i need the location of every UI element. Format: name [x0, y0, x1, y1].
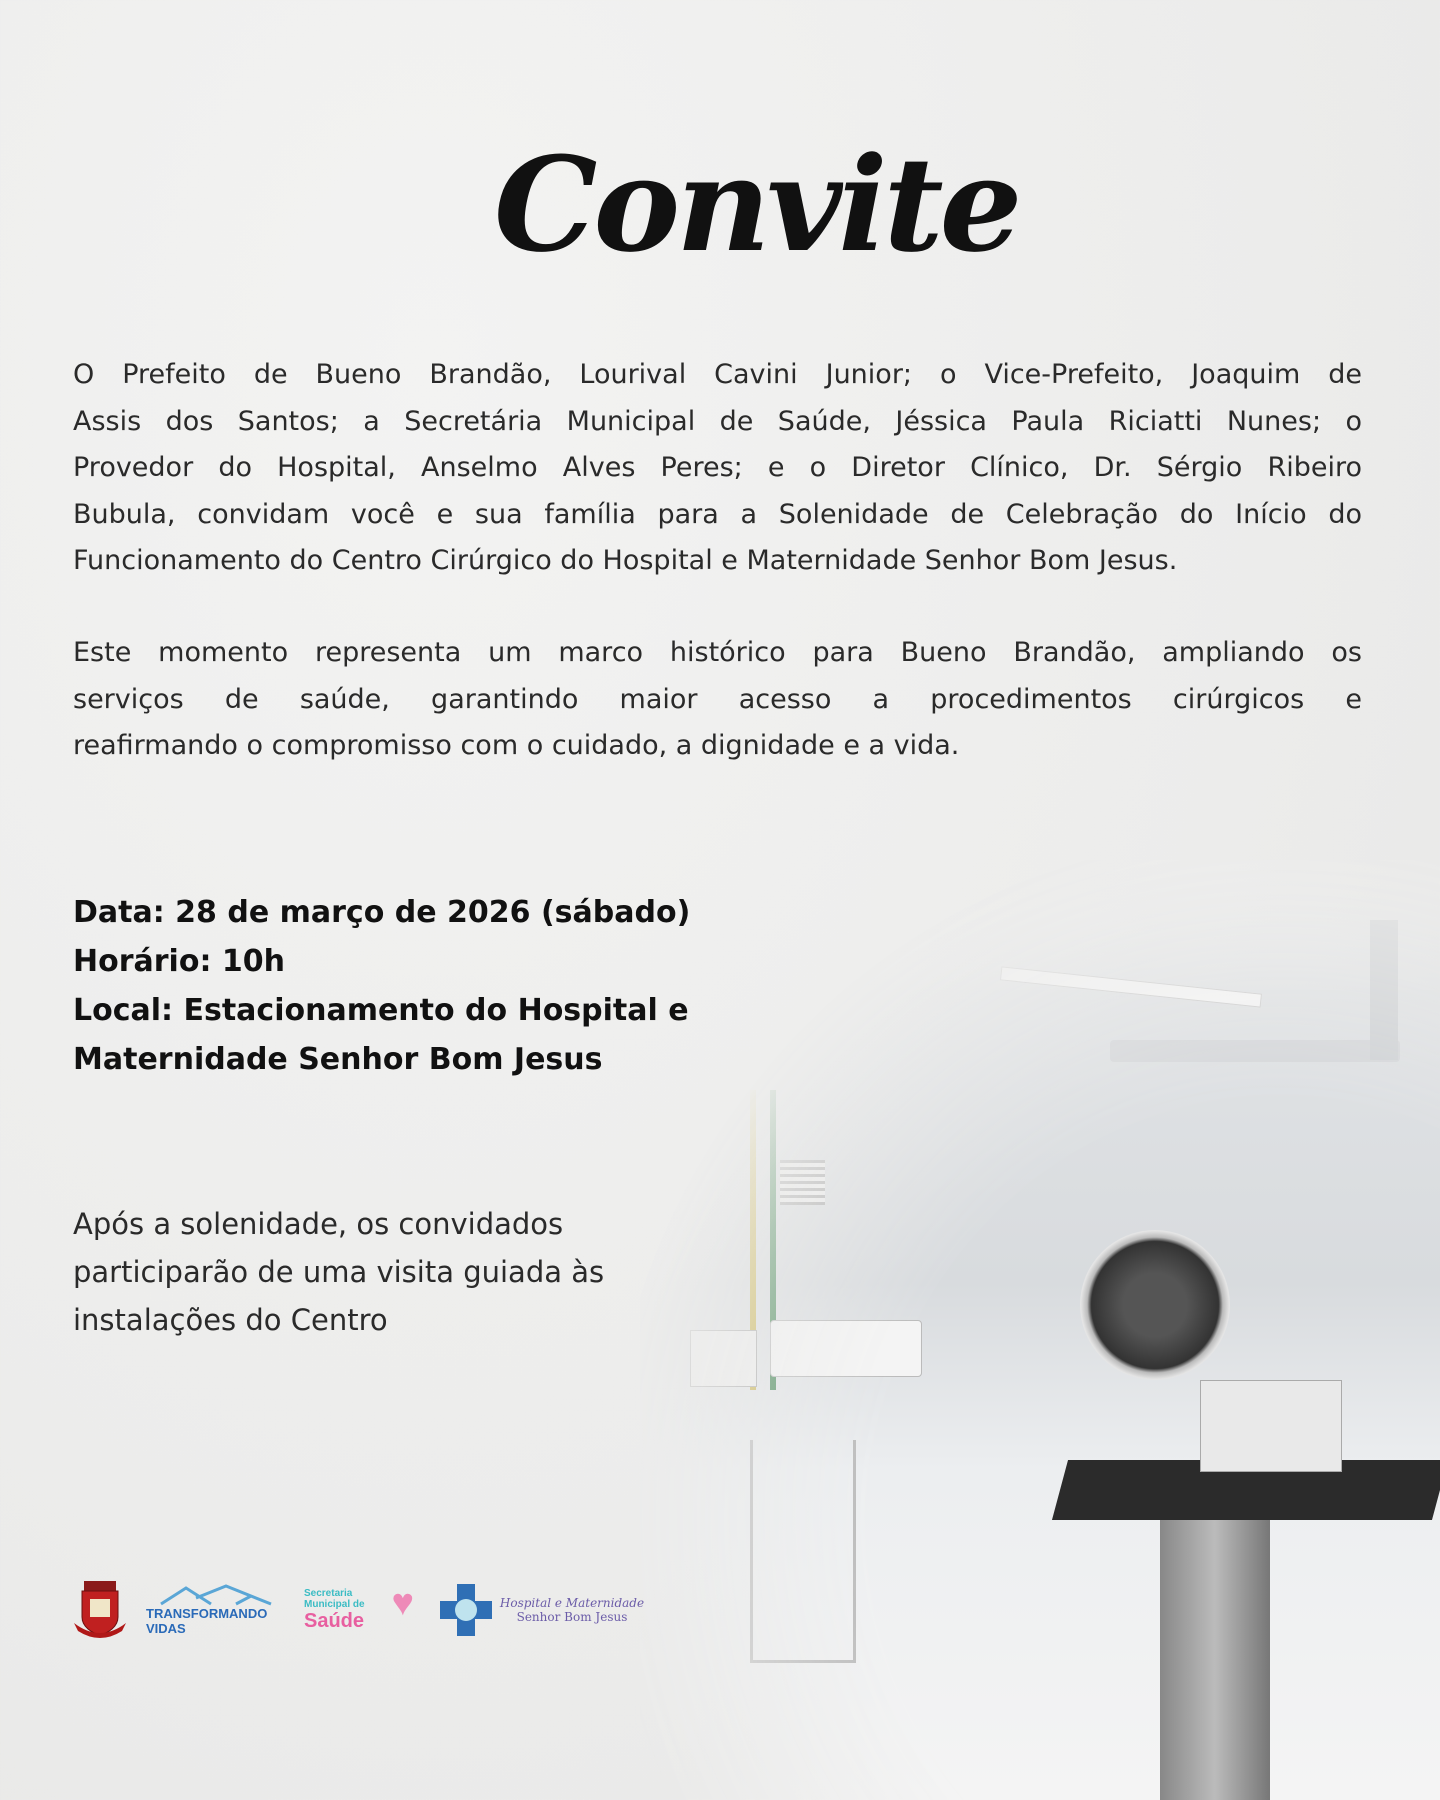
event-details — [73, 888, 690, 1084]
event-location-cont: Maternidade Senhor Bom Jesus — [73, 1042, 603, 1077]
text-line: serviços de saúde, garantindo maior acesso a procedimentos cirúrgicos e — [73, 683, 1362, 715]
text-line: Após a solenidade, os convidados — [73, 1207, 564, 1241]
invitation-paragraph — [73, 352, 1362, 585]
hospital-logo: Hospital e Maternidade Senhor Bom Jesus — [432, 1578, 652, 1642]
transformando-vidas-logo: TRANSFORMANDO VIDAS — [146, 1578, 286, 1642]
text-line: participarão de uma visita guiada às — [73, 1255, 605, 1289]
after-ceremony-text — [73, 1200, 604, 1344]
secretaria-saude-logo: Secretaria Municipal de Saúde ♥ — [304, 1582, 414, 1632]
milestone-paragraph — [73, 630, 1362, 770]
event-date: Data: 28 de março de 2026 (sábado) — [73, 895, 691, 930]
cross-icon — [440, 1584, 492, 1636]
event-location: Local: Estacionamento do Hospital e — [73, 993, 689, 1028]
sponsor-logos — [72, 1575, 652, 1645]
text-line: Funcionamento do Centro Cirúrgico do Hospital e Maternidade Senhor Bom Jesus. — [73, 545, 1178, 576]
text-line: Bubula, convidam você e sua família para a Solenidade de Celebração do Início do — [73, 498, 1362, 530]
operating-room-photo — [640, 860, 1440, 1800]
text-line: Provedor do Hospital, Anselmo Alves Peres; e o Diretor Clínico, Dr. Sérgio Ribeiro — [73, 452, 1362, 483]
heart-icon: ♥ — [391, 1582, 414, 1624]
text-line: O Prefeito de Bueno Brandão, Lourival Cavini Junior; o Vice-Prefeito, Joaquim de — [73, 359, 1362, 390]
city-coat-of-arms-logo — [72, 1578, 128, 1642]
text-line: Assis dos Santos; a Secretária Municipal de Saúde, Jéssica Paula Riciatti Nunes; o — [73, 405, 1362, 437]
invitation-title: Convite — [494, 128, 1019, 281]
text-line: reafirmando o compromisso com o cuidado, a dignidade e a vida. — [73, 730, 960, 761]
text-line: instalações do Centro — [73, 1303, 388, 1337]
event-time: Horário: 10h — [73, 944, 285, 979]
text-line: Este momento representa um marco histórico para Bueno Brandão, ampliando os — [73, 637, 1362, 668]
